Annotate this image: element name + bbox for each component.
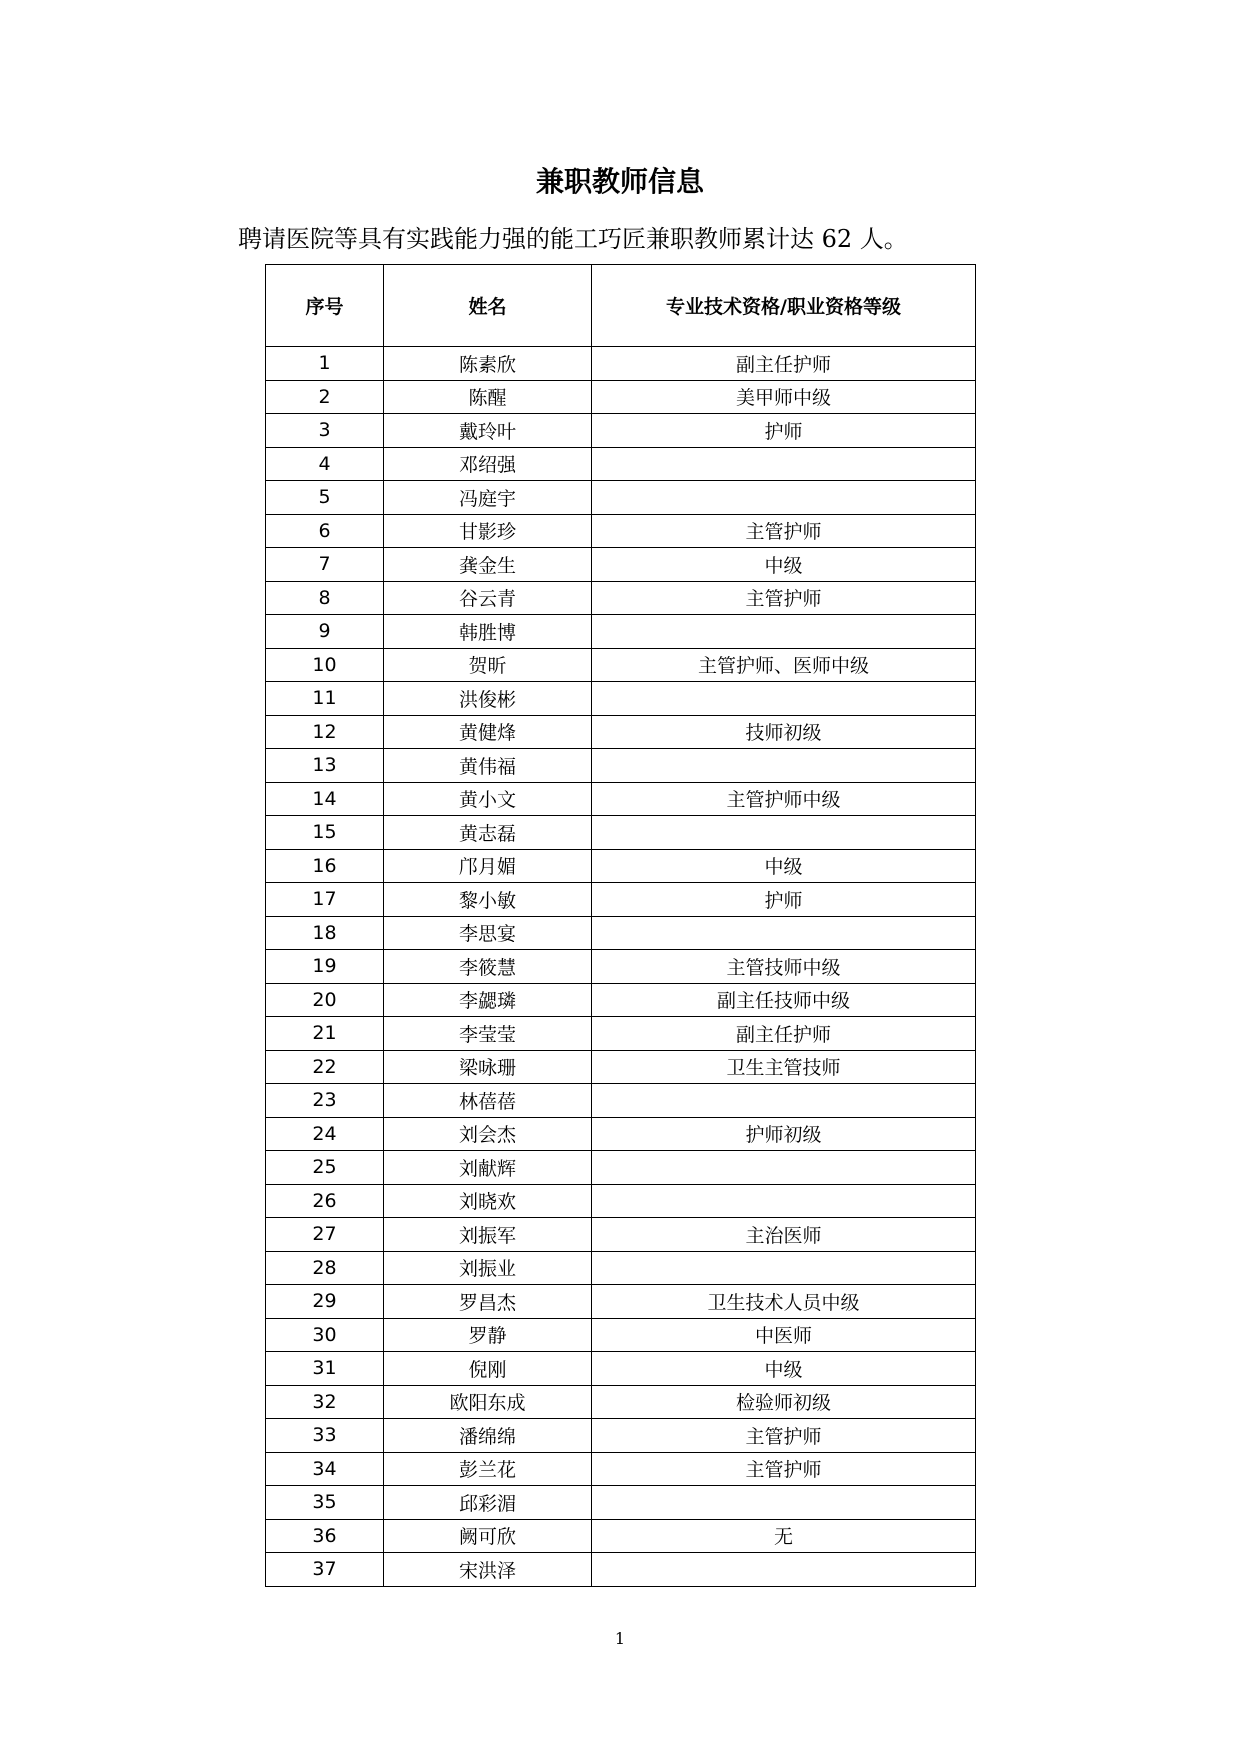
table-row [266,950,976,984]
table-row [266,447,976,481]
table-row [266,1117,976,1151]
teacher-table [265,264,976,1587]
name-cell: 阙可欣 [384,1519,592,1553]
name-cell: 刘晓欢 [384,1184,592,1218]
qualification-cell [592,1553,976,1587]
serial-number-cell: 30 [266,1318,384,1352]
name-cell: 谷云青 [384,581,592,615]
qualification-cell: 主管护师 [592,514,976,548]
name-cell: 邓绍强 [384,447,592,481]
serial-number-cell: 22 [266,1050,384,1084]
qualification-cell: 检验师初级 [592,1385,976,1419]
name-cell: 李莹莹 [384,1017,592,1051]
name-cell: 戴玲叶 [384,414,592,448]
qualification-cell: 中级 [592,849,976,883]
table-row [266,1151,976,1185]
name-cell: 刘振军 [384,1218,592,1252]
table-row [266,1184,976,1218]
name-cell: 陈素欣 [384,347,592,381]
name-cell: 李筱慧 [384,950,592,984]
qualification-cell: 技师初级 [592,715,976,749]
qualification-cell [592,1486,976,1520]
table-row [266,1553,976,1587]
qualification-cell [592,916,976,950]
table-row [266,514,976,548]
table-row [266,1084,976,1118]
table-row [266,648,976,682]
name-cell: 甘影珍 [384,514,592,548]
table-row [266,749,976,783]
serial-number-cell: 8 [266,581,384,615]
table-row [266,1050,976,1084]
serial-number-cell: 27 [266,1218,384,1252]
table-row [266,481,976,515]
name-cell: 林蓓蓓 [384,1084,592,1118]
table-row [266,816,976,850]
qualification-cell [592,682,976,716]
serial-number-cell: 16 [266,849,384,883]
name-cell: 罗静 [384,1318,592,1352]
serial-number-cell: 17 [266,883,384,917]
qualification-cell [592,1151,976,1185]
qualification-cell: 主管护师 [592,581,976,615]
table-row [266,983,976,1017]
qualification-cell [592,447,976,481]
serial-number-cell: 31 [266,1352,384,1386]
table-row [266,380,976,414]
serial-number-cell: 21 [266,1017,384,1051]
serial-number-cell: 10 [266,648,384,682]
serial-number-cell: 28 [266,1251,384,1285]
page-number: 1 [614,1629,626,1648]
serial-number-cell: 5 [266,481,384,515]
serial-number-cell: 7 [266,548,384,582]
name-cell: 贺昕 [384,648,592,682]
serial-number-cell: 23 [266,1084,384,1118]
qualification-cell: 中级 [592,548,976,582]
name-cell: 潘绵绵 [384,1419,592,1453]
qualification-cell: 主管护师、医师中级 [592,648,976,682]
serial-number-cell: 35 [266,1486,384,1520]
table-row [266,1486,976,1520]
table-row [266,1419,976,1453]
name-cell: 梁咏珊 [384,1050,592,1084]
serial-number-cell: 34 [266,1452,384,1486]
name-cell: 冯庭宇 [384,481,592,515]
serial-number-cell: 24 [266,1117,384,1151]
name-cell: 黄健烽 [384,715,592,749]
qualification-cell: 无 [592,1519,976,1553]
serial-number-cell: 19 [266,950,384,984]
qualification-cell [592,1084,976,1118]
qualification-cell: 主管护师 [592,1452,976,1486]
serial-number-cell: 37 [266,1553,384,1587]
name-cell: 宋洪泽 [384,1553,592,1587]
name-cell: 韩胜博 [384,615,592,649]
qualification-cell: 副主任技师中级 [592,983,976,1017]
table-row [266,347,976,381]
name-cell: 刘献辉 [384,1151,592,1185]
qualification-cell: 护师初级 [592,1117,976,1151]
intro-paragraph: 聘请医院等具有实践能力强的能工巧匠兼职教师累计达 62 人。 [238,225,908,253]
table-row [266,1251,976,1285]
table-row [266,849,976,883]
qualification-cell [592,481,976,515]
table-row [266,1452,976,1486]
name-cell: 罗昌杰 [384,1285,592,1319]
name-cell: 黄小文 [384,782,592,816]
name-cell: 彭兰花 [384,1452,592,1486]
serial-number-cell: 15 [266,816,384,850]
qualification-cell [592,1184,976,1218]
table-row [266,1285,976,1319]
table-row [266,883,976,917]
name-cell: 陈醒 [384,380,592,414]
name-cell: 邱彩湄 [384,1486,592,1520]
header-qualification: 专业技术资格/职业资格等级 [592,265,976,347]
table-row [266,682,976,716]
name-cell: 黎小敏 [384,883,592,917]
name-cell: 刘振业 [384,1251,592,1285]
qualification-cell: 中医师 [592,1318,976,1352]
qualification-cell: 中级 [592,1352,976,1386]
table-row [266,414,976,448]
table-row [266,916,976,950]
qualification-cell [592,1251,976,1285]
table-row [266,1352,976,1386]
qualification-cell: 主治医师 [592,1218,976,1252]
serial-number-cell: 32 [266,1385,384,1419]
qualification-cell: 主管护师中级 [592,782,976,816]
serial-number-cell: 33 [266,1419,384,1453]
name-cell: 李思宴 [384,916,592,950]
table-row [266,1519,976,1553]
qualification-cell: 美甲师中级 [592,380,976,414]
qualification-cell [592,615,976,649]
table-header-row [266,265,976,347]
serial-number-cell: 6 [266,514,384,548]
serial-number-cell: 13 [266,749,384,783]
serial-number-cell: 36 [266,1519,384,1553]
table-row [266,1017,976,1051]
table-row [266,548,976,582]
qualification-cell: 副主任护师 [592,347,976,381]
qualification-cell [592,816,976,850]
serial-number-cell: 2 [266,380,384,414]
header-serial-number: 序号 [266,265,384,347]
name-cell: 邝月媚 [384,849,592,883]
serial-number-cell: 14 [266,782,384,816]
serial-number-cell: 18 [266,916,384,950]
table-row [266,715,976,749]
serial-number-cell: 12 [266,715,384,749]
table-row [266,1318,976,1352]
name-cell: 龚金生 [384,548,592,582]
qualification-cell: 卫生技术人员中级 [592,1285,976,1319]
table-row [266,615,976,649]
table-row [266,1218,976,1252]
serial-number-cell: 3 [266,414,384,448]
qualification-cell: 副主任护师 [592,1017,976,1051]
qualification-cell: 主管护师 [592,1419,976,1453]
name-cell: 李勰璘 [384,983,592,1017]
name-cell: 洪俊彬 [384,682,592,716]
table-row [266,782,976,816]
serial-number-cell: 4 [266,447,384,481]
qualification-cell: 护师 [592,414,976,448]
name-cell: 黄伟福 [384,749,592,783]
table-row [266,1385,976,1419]
qualification-cell: 卫生主管技师 [592,1050,976,1084]
page-title: 兼职教师信息 [535,165,704,198]
qualification-cell: 护师 [592,883,976,917]
serial-number-cell: 20 [266,983,384,1017]
serial-number-cell: 9 [266,615,384,649]
table-body [266,347,976,1587]
name-cell: 刘会杰 [384,1117,592,1151]
name-cell: 黄志磊 [384,816,592,850]
name-cell: 倪刚 [384,1352,592,1386]
table-row [266,581,976,615]
qualification-cell [592,749,976,783]
name-cell: 欧阳东成 [384,1385,592,1419]
serial-number-cell: 26 [266,1184,384,1218]
serial-number-cell: 25 [266,1151,384,1185]
qualification-cell: 主管技师中级 [592,950,976,984]
header-name: 姓名 [384,265,592,347]
serial-number-cell: 11 [266,682,384,716]
serial-number-cell: 29 [266,1285,384,1319]
serial-number-cell: 1 [266,347,384,381]
